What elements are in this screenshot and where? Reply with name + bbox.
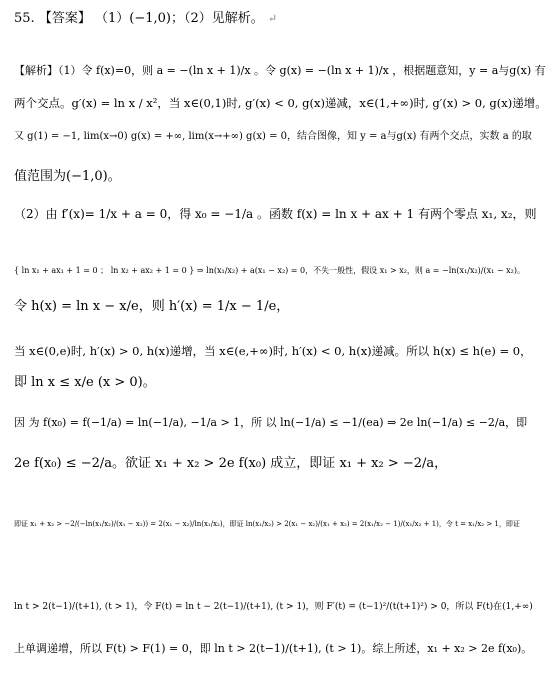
solution-line: 即证 x₁ + x₂ > −2/(−ln(x₁/x₂)/(x₁ − x₂)) = 2(x₁ − x₂)/ln(x₁/x₂)，即证 ln(x₁/x₂) > 2(x₁ − x₂)/(x₁ + x₂) = 2(x₁/x₂ − 1)/(x₁/x₂ + 1)，令 t = x₁/x₂ > 1，即证: [14, 520, 520, 528]
answer-tag: 【答案】: [38, 11, 91, 26]
paragraph-mark: ↵: [267, 12, 278, 25]
solution-line: 上单调递增，所以 F(t) > F(1) = 0，即 ln t > 2(t−1)/(t+1), (t > 1)。综上所述，x₁ + x₂ > 2e f(x₀)。: [14, 642, 533, 655]
problem-number: 55.: [14, 11, 35, 26]
solution-line: 值范围为(−1,0)。: [14, 169, 121, 184]
solution-line: 即 ln x ≤ x/e (x > 0)。: [14, 375, 156, 390]
solution-line: 因 为 f(x₀) = f(−1/a) = ln(−1/a), −1/a > 1，所 以 ln(−1/a) ≤ −1/(ea) ⇒ 2e ln(−1/a) ≤ −2/a，即: [14, 416, 528, 429]
solution-line: 当 x∈(0,e)时, h′(x) > 0, h(x)递增，当 x∈(e,+∞)时, h′(x) < 0, h(x)递减。所以 h(x) ≤ h(e) = 0，: [14, 344, 532, 358]
answer-line: [14, 10, 549, 28]
solution-line: 2e f(x₀) ≤ −2/a。欲证 x₁ + x₂ > 2e f(x₀) 成立，即证 x₁ + x₂ > −2/a，: [14, 456, 448, 471]
answer-text: （1）(−1,0)；（2）见解析。: [94, 11, 264, 26]
solution-line: ln t > 2(t−1)/(t+1), (t > 1)，令 F(t) = ln t − 2(t−1)/(t+1), (t > 1)，则 F′(t) = (t−1)²/(t(t+1)²) > 0，所以 F(t)在(1,+∞): [14, 602, 533, 612]
solution-line: 两个交点。g′(x) = ln x / x²，当 x∈(0,1)时, g′(x) < 0, g(x)递减，x∈(1,+∞)时, g′(x) > 0, g(x)递增。: [14, 96, 547, 110]
solution-line: 又 g(1) = −1, lim(x→0) g(x) = +∞, lim(x→+∞) g(x) = 0，结合图像，知 y = a与g(x) 有两个交点，实数 a 的取: [14, 131, 532, 142]
solution-line: 令 h(x) = ln x − x/e，则 h′(x) = 1/x − 1/e，: [14, 299, 290, 314]
solution-line: 【解析】（1）令 f(x)=0，则 a = −(ln x + 1)/x 。令 g(x) = −(ln x + 1)/x ，根据题意知，y = a与g(x) 有: [14, 64, 546, 77]
equation-system-line: { ln x₁ + ax₁ + 1 = 0 ； ln x₂ + ax₂ + 1 = 0 } ⇒ ln(x₁/x₂) + a(x₁ − x₂) = 0，不失一般性，假设 x₁ > x₂，则 a = −ln(x₁/x₂)/(x₁ − x₂)。: [14, 266, 525, 275]
solution-line: （2）由 f′(x)= 1/x + a = 0，得 x₀ = −1/a 。函数 f(x) = ln x + ax + 1 有两个零点 x₁, x₂，则: [14, 207, 537, 221]
